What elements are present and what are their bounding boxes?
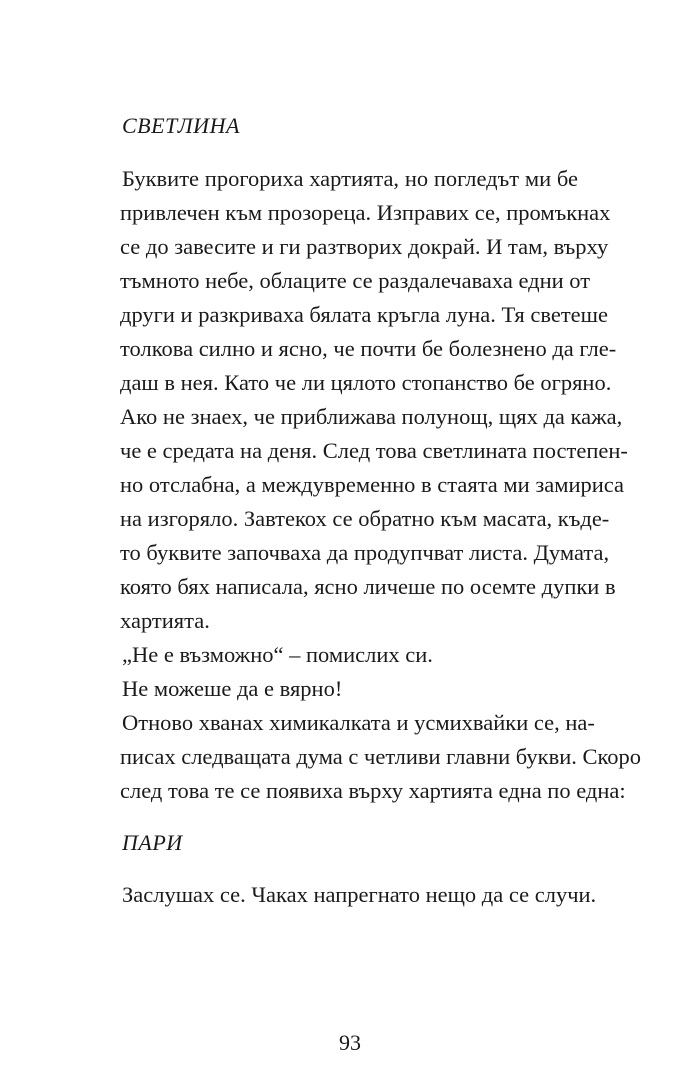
text-line: то буквите започваха да продупчват листа. Думата, [120,540,610,565]
text-line: хартията. [120,608,210,633]
text-line: Ако не знаех, че приближава полунощ, щях да кажа, [120,404,623,429]
text-line: други и разкриваха бялата кръгла луна. Тя светеше [120,302,608,327]
section-heading-pari: ПАРИ [122,830,183,855]
text-line: но отслабна, а междувременно в стаята ми замириса [120,472,625,497]
text-line: след това те се появиха върху хартията една по една: [120,778,626,803]
text-line: толкова силно и ясно, че почти бе болезнено да гле- [120,336,617,361]
text-line: Заслушах се. Чаках напрегнато нещо да се случи. [122,882,597,907]
text-line: даш в нея. Като че ли цялото стопанство бе огряно. [120,370,612,395]
text-line: че е средата на деня. След това светлината постепен- [120,438,628,463]
page-number: 93 [339,1030,361,1055]
text-line: привлечен към прозореца. Изправих се, промъкнах [120,200,611,225]
text-line: Отново хванах химикалката и усмихвайки се, на- [122,710,595,735]
section-heading-svetlina: СВЕТЛИНА [122,113,240,138]
text-line: писах следващата дума с четливи главни букви. Скоро [120,744,642,769]
paragraph-2: „Не е възможно“ – помислих си. [122,642,433,667]
text-line: на изгоряло. Завтекох се обратно към масата, къде- [120,506,610,531]
text-line: се до завесите и ги разтворих докрай. И там, върху [120,234,609,259]
text-line: Буквите прогориха хартията, но погледът ми бе [122,166,578,191]
text-line: която бях написала, ясно личеше по осемте дупки в [120,574,616,599]
paragraph-3: Не можеше да е вярно! [122,676,343,701]
text-line: тъмното небе, облаците се раздалечаваха едни от [120,268,591,293]
